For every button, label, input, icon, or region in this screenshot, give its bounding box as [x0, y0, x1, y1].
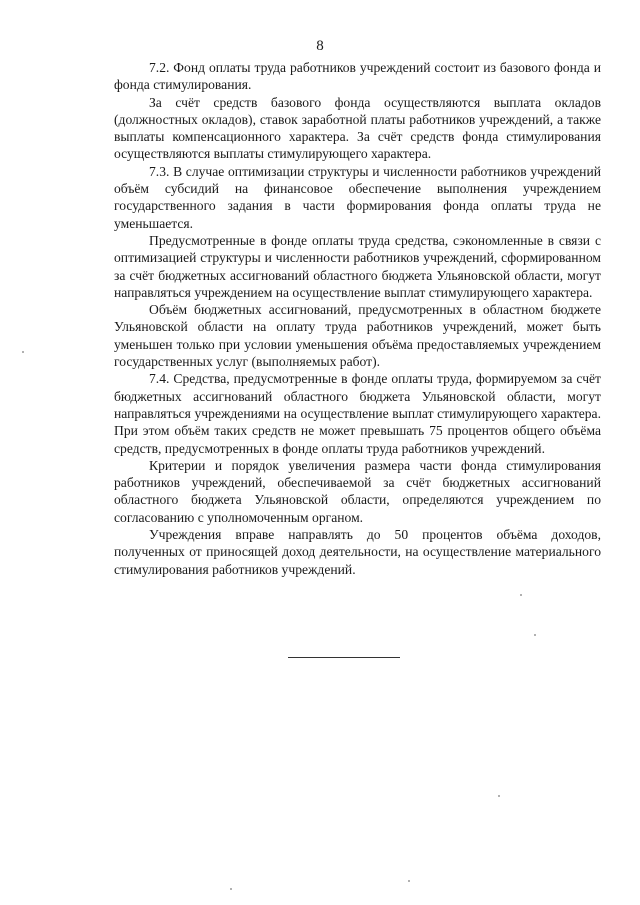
scan-speck [534, 634, 536, 636]
paragraph-7-4: 7.4. Средства, предусмотренные в фонде оплаты труда, формируемом за счёт бюджетных ассигнований областного бюджета Ульяновской области, могут направляться учреждениями на осуществление выплат стимулирующего характера. При этом объём таких средств не может превышать 75 процентов общего объёма средств, предусмотренных в фонде оплаты труда работников учреждений. [114, 371, 601, 456]
scan-speck [520, 594, 522, 596]
end-divider-line [288, 657, 400, 658]
paragraph-income: Учреждения вправе направлять до 50 процентов объёма доходов, полученных от приносящей доход деятельности, на осуществление материального стимулирования работников учреждений. [114, 527, 601, 577]
scan-speck [408, 880, 410, 882]
paragraph-criteria: Критерии и порядок увеличения размера части фонда стимулирования работников учреждений, обеспечиваемой за счёт бюджетных ассигнований областного бюджета Ульяновской области, определяются учреждением по согласованию с уполномоченным органом. [114, 457, 601, 525]
paragraph-budget-allocations: Объём бюджетных ассигнований, предусмотренных в областном бюджете Ульяновской области на оплату труда работников учреждений, может быть уменьшен только при условии уменьшения объёма предоставляемых учреждением государственных услуг (выполняемых работ). [114, 302, 601, 370]
scan-speck [498, 795, 500, 797]
scan-speck [230, 888, 232, 890]
paragraph-7-2: 7.2. Фонд оплаты труда работников учреждений состоит из базового фонда и фонда стимулирования. [114, 60, 601, 93]
paragraph-savings: Предусмотренные в фонде оплаты труда средства, сэкономленные в связи с оптимизацией структуры и численности работников учреждений, сформированном за счёт бюджетных ассигнований областного бюджета Ульяновской области, могут направляться учреждением на осуществление выплат стимулирующего характера. [114, 232, 601, 300]
page-number: 8 [316, 38, 324, 54]
paragraph-base-fund: За счёт средств базового фонда осуществляются выплата окладов (должностных окладов), ставок заработной платы работников учреждений, а также выплаты компенсационного характера. За счёт средств фонда стимулирования осуществляются выплаты стимулирующего характера. [114, 94, 601, 162]
paragraph-7-3: 7.3. В случае оптимизации структуры и численности работников учреждений объём субсидий на финансовое обеспечение выполнения учреждением государственного задания в части формирования фонда оплаты труда не уменьшается. [114, 163, 601, 231]
scan-speck [22, 351, 24, 353]
document-body [114, 59, 601, 578]
